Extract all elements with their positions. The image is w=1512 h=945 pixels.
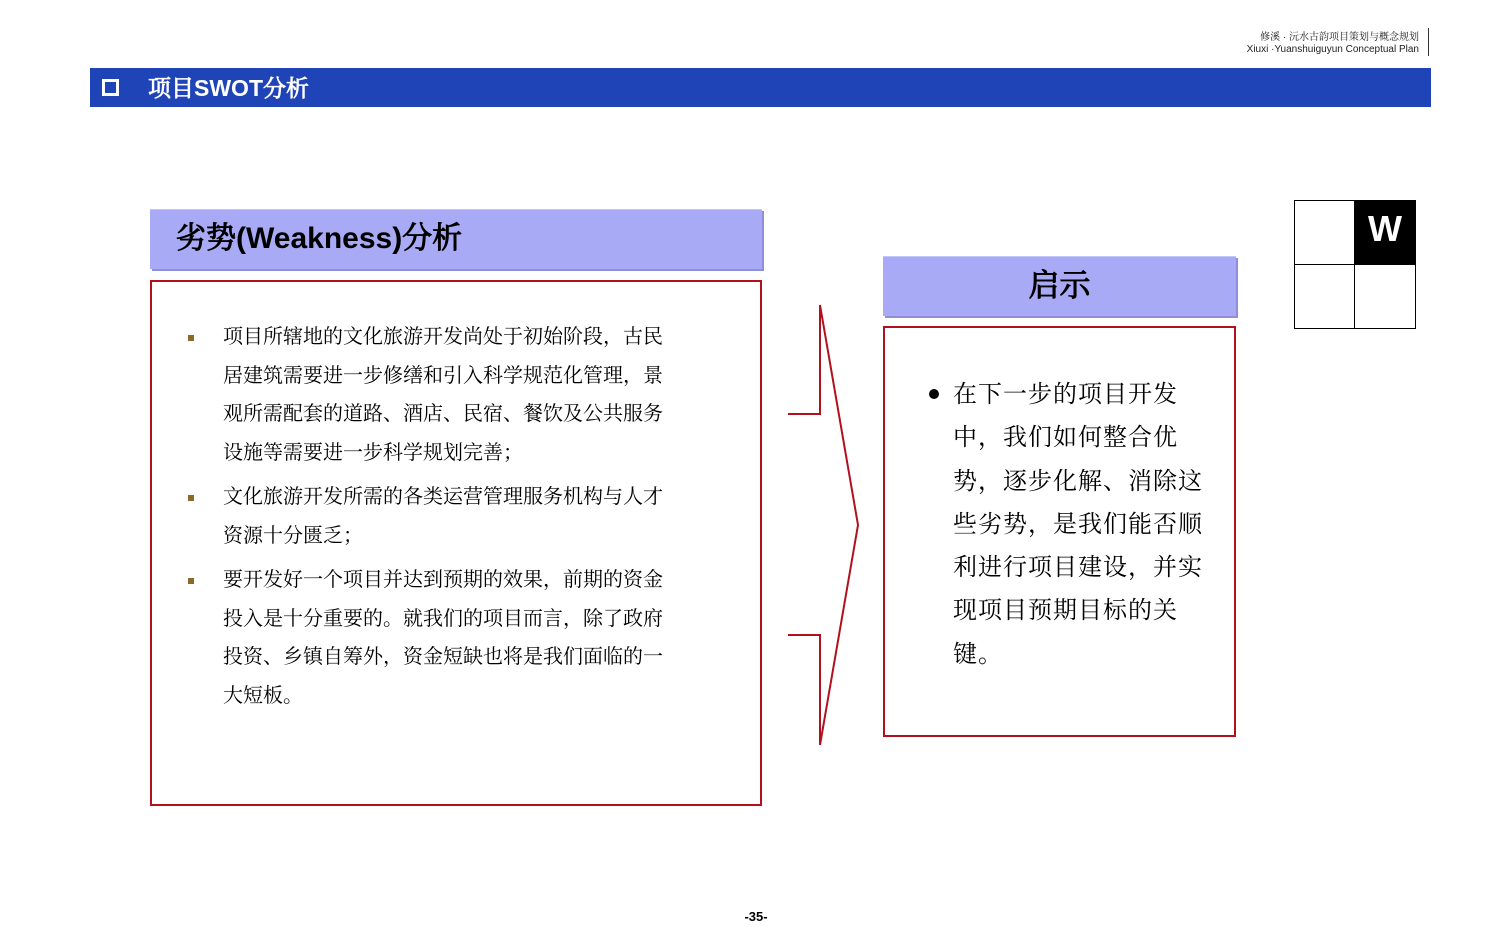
swot-quadrant-grid	[1294, 200, 1416, 329]
weakness-item-text: 文化旅游开发所需的各类运营管理服务机构与人才资源十分匮乏；	[223, 486, 663, 547]
section-title: 项目SWOT分析	[148, 75, 309, 101]
insight-content-box	[883, 326, 1236, 737]
insight-heading-panel	[883, 256, 1236, 316]
swot-cell-weakness	[1354, 200, 1416, 266]
swot-cell-strength	[1294, 200, 1356, 266]
insight-text: 在下一步的项目开发中，我们如何整合优势，逐步化解、消除这些劣势，是我们能否顺利进行项目建设，并实现项目预期目标的关键。	[953, 381, 1203, 668]
header-title-en: Xiuxi ·Yuanshuiguyun Conceptual Plan	[1246, 44, 1419, 55]
round-bullet-icon	[929, 389, 939, 399]
page-number: -35-	[744, 909, 768, 924]
insight-heading: 启示	[1028, 268, 1091, 303]
weakness-item-text: 项目所辖地的文化旅游开发尚处于初始阶段，古民居建筑需要进一步修缮和引入科学规范化管理，景观所需配套的道路、酒店、民宿、餐饮及公共服务设施等需要进一步科学规划完善；	[223, 326, 663, 464]
header-title-cn: 修溪 · 沅水古韵项目策划与概念规划	[1260, 32, 1419, 43]
weakness-heading: 劣势(Weakness)分析	[176, 222, 463, 255]
swot-active-letter: W	[1368, 208, 1402, 249]
weakness-item-text: 要开发好一个项目并达到预期的效果，前期的资金投入是十分重要的。就我们的项目而言，除了政府投资、乡镇自筹外，资金短缺也将是我们面临的一大短板。	[223, 569, 663, 707]
swot-cell-opportunity	[1294, 264, 1356, 329]
swot-cell-threat	[1354, 264, 1416, 329]
